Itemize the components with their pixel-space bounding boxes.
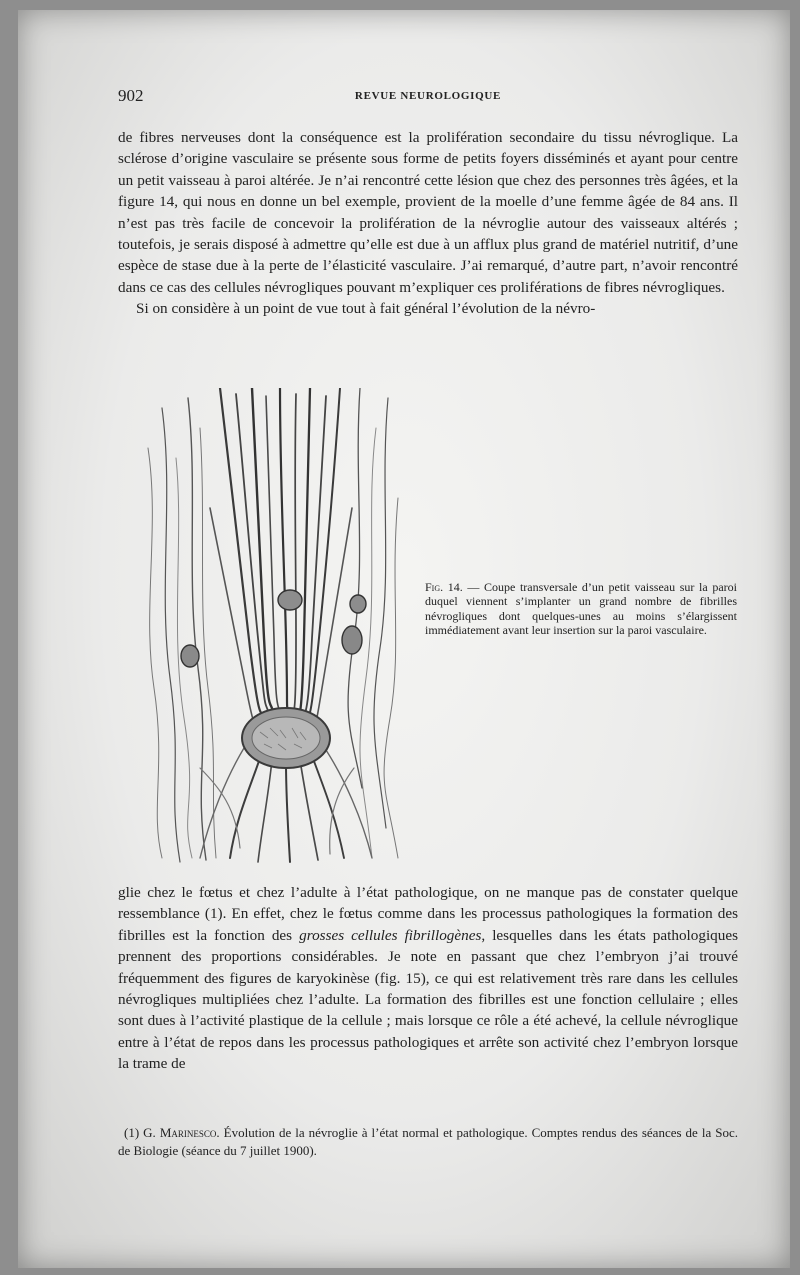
body-text-bottom — [118, 882, 738, 1075]
footnote-text: Évolution de la névroglie à l’état normal et pathologique. Comptes rendus des séances de la Soc. de Biologie (séance du 7 juillet 1900). — [118, 1125, 738, 1158]
footnote — [118, 1124, 738, 1160]
footnote-author: G. Marinesco. — [143, 1125, 220, 1140]
text-run: , lesquelles dans les états pathologiques prennent des proportions considérables. Je note en passant que chez l’embryon j’ai trouvé fréquemment des figures de karyokinèse (fig. 15), ce qui est relativement très rare dans les cellules névrogliques multipliées chez l’adulte. La formation des fibrilles est une fonction cellulaire ; elles sont dues à l’activité plastique de la cellule ; mais lorsque ce rôle a été achevé, la cellule névroglique entre à l’état de repos dans les processus pathologiques et arrête son activité chez l’embryon lorsque la trame de — [118, 926, 738, 1073]
paragraph: de fibres nerveuses dont la conséquence est la prolifération secondaire du tissu névroglique. La sclérose d’origine vasculaire se présente sous forme de petits foyers disséminés et ayant pour centre un petit vaisseau à paroi altérée. Je n’ai rencontré cette lésion que chez des personnes très âgées, et la figure 14, qui nous en donne un bel exemple, provient de la moelle d’une femme âgée de 84 ans. Il n’est pas très facile de concevoir la prolifération de la névroglie autour des vaisseaux altérés ; toutefois, je serais disposé à admettre qu’elle est due à un afflux plus grand de matériel nutritif, d’une espèce de stase due à la perte de l’élasticité vasculaire. J’ai remarqué, d’autre part, n’avoir rencontré dans ce cas des cellules névrogliques pouvant m’expliquer ces proliférations de fibres névrogliques. — [118, 129, 738, 296]
footnote-marker: (1) — [124, 1125, 144, 1140]
text-run: glie chez le fœtus et chez l’adulte à l’état pathologique, on ne manque pas de constater quelque ressemblance (1). En effet, chez le fœtus comme dans les processus pathologiques la formation des fibrilles est la fonction des — [118, 884, 738, 944]
emphasis-text: grosses cellules fibrillogènes — [299, 926, 482, 944]
body-text-top — [118, 127, 738, 320]
fibrils-drawing — [140, 388, 408, 864]
page-number: 902 — [118, 86, 144, 105]
paragraph — [118, 882, 738, 1075]
figure-label: Fig. 14. — [425, 580, 463, 594]
figure-caption — [425, 580, 737, 638]
figure-14-illustration — [140, 388, 408, 864]
running-title: REVUE NEUROLOGIQUE — [354, 90, 502, 102]
running-header — [118, 86, 738, 110]
caption-text: — Coupe transversale d’un petit vaisseau sur la paroi duquel viennent s’implanter un grand nombre de fibrilles névrogliques dont quelques-unes au moins s’élargissent immédiatement avant leur insertion sur la paroi vasculaire. — [425, 580, 737, 638]
paragraph: Si on considère à un point de vue tout à fait général l’évolution de la névro- — [136, 300, 596, 318]
